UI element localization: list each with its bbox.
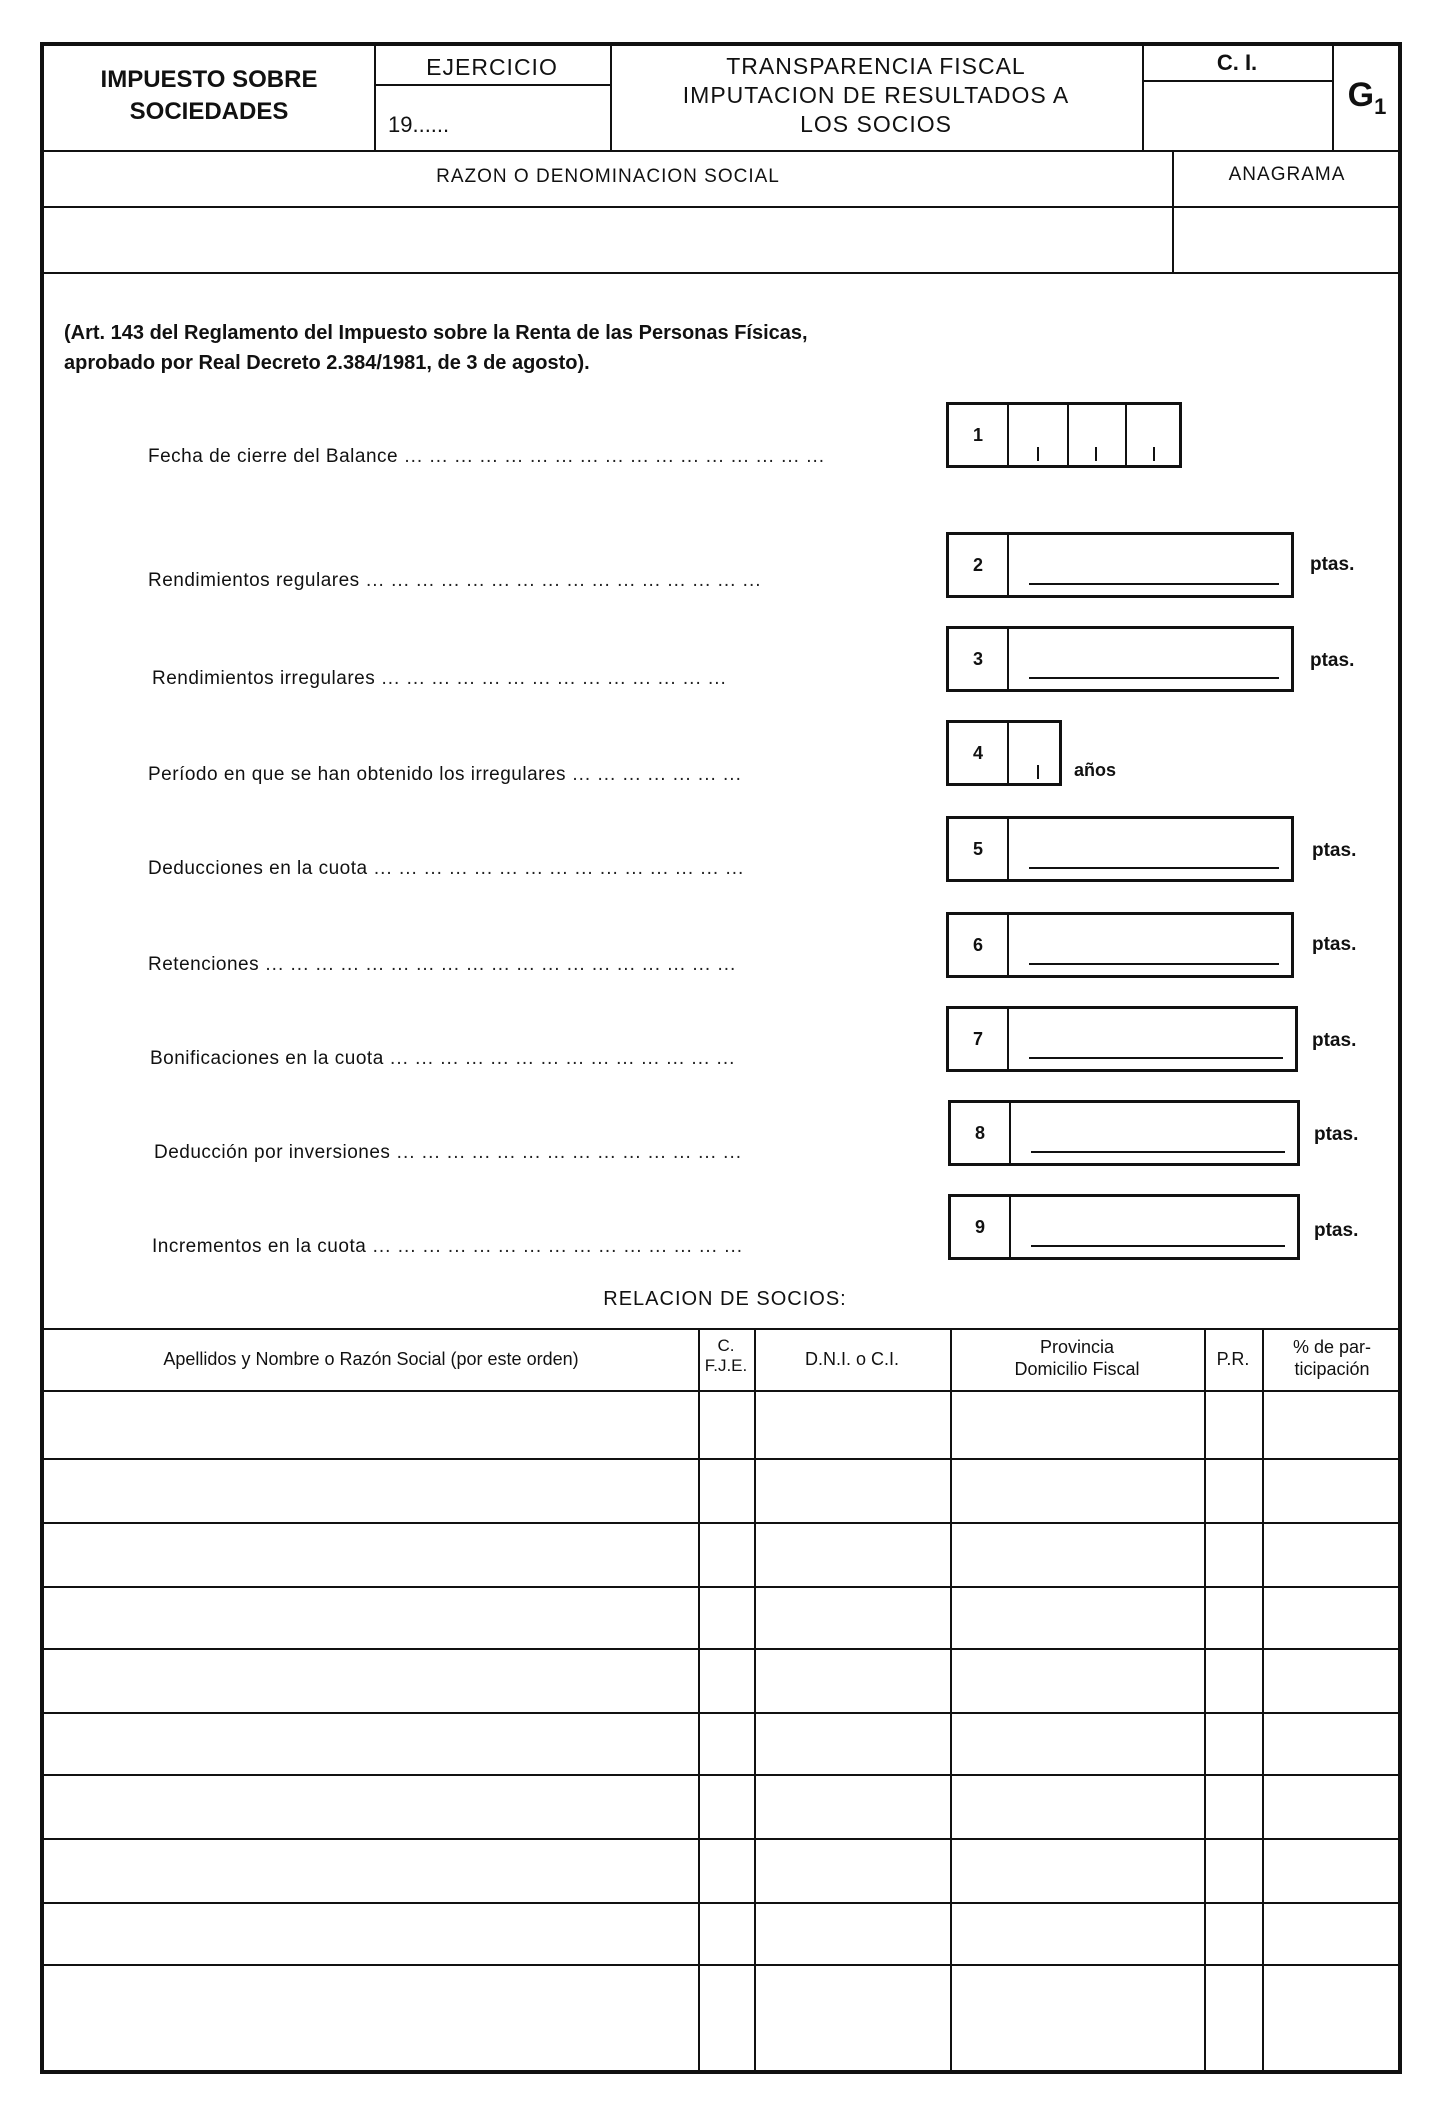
table-row[interactable] bbox=[44, 1776, 1398, 1838]
unit-ptas-7: ptas. bbox=[1312, 1030, 1357, 1051]
table-row[interactable] bbox=[44, 1460, 1398, 1522]
form-code-subscript: 1 bbox=[1374, 93, 1387, 119]
unit-years-4: años bbox=[1074, 760, 1117, 780]
partners-title: RELACION DE SOCIOS: bbox=[603, 1288, 847, 1310]
field-label-quota-increments: Incrementos en la cuota ... ... ... ... ... ... ... ... ... ... ... ... ... ... ... bbox=[152, 1236, 744, 1257]
table-row[interactable] bbox=[44, 1588, 1398, 1648]
col-header-name: Apellidos y Nombre o Razón Social (por este orden) bbox=[163, 1349, 579, 1369]
field-box-regular-income[interactable] bbox=[946, 532, 1294, 598]
col-header-province-line2: Domicilio Fiscal bbox=[1014, 1359, 1140, 1379]
tax-form bbox=[40, 42, 1402, 2074]
field-number-3: 3 bbox=[949, 629, 1009, 689]
field-box-investment-deduction[interactable] bbox=[948, 1100, 1300, 1166]
field-number-8: 8 bbox=[951, 1103, 1011, 1163]
anagram-field[interactable] bbox=[1176, 210, 1398, 270]
unit-ptas-2: ptas. bbox=[1310, 554, 1355, 575]
field-label-withholdings: Retenciones ... ... ... ... ... ... ... ... ... ... ... ... ... ... ... ... ... ... ... bbox=[148, 954, 737, 975]
anagram-label: ANAGRAMA bbox=[1228, 164, 1346, 185]
col-header-pr: P.R. bbox=[1216, 1349, 1250, 1369]
form-code-letter: G bbox=[1347, 76, 1375, 114]
field-label-regular-income: Rendimientos regulares ... ... ... ... ... ... ... ... ... ... ... ... ... ... ... ... bbox=[148, 570, 762, 591]
unit-ptas-9: ptas. bbox=[1314, 1220, 1359, 1241]
legal-note-line2: aprobado por Real Decreto 2.384/1981, de 3 de agosto). bbox=[64, 352, 590, 374]
unit-ptas-5: ptas. bbox=[1312, 840, 1357, 861]
col-header-province-line1: Provincia bbox=[1039, 1337, 1115, 1357]
field-number-9: 9 bbox=[951, 1197, 1011, 1257]
field-box-withholdings[interactable] bbox=[946, 912, 1294, 978]
table-row[interactable] bbox=[44, 1966, 1398, 2074]
ci-field[interactable] bbox=[1144, 82, 1330, 148]
unit-ptas-3: ptas. bbox=[1310, 650, 1355, 671]
form-code bbox=[1332, 76, 1402, 120]
col-header-cfje-line2: F.J.E. bbox=[704, 1356, 748, 1375]
legal-note-line1: (Art. 143 del Reglamento del Impuesto sobre la Renta de las Personas Físicas, bbox=[64, 322, 808, 344]
field-number-7: 7 bbox=[949, 1009, 1009, 1069]
table-row[interactable] bbox=[44, 1392, 1398, 1458]
company-name-label: RAZON O DENOMINACION SOCIAL bbox=[436, 166, 780, 187]
field-number-4: 4 bbox=[949, 723, 1009, 783]
table-row[interactable] bbox=[44, 1904, 1398, 1964]
col-header-province bbox=[950, 1336, 1204, 1380]
ejercicio-label: EJERCICIO bbox=[426, 54, 558, 80]
ci-label: C. I. bbox=[1216, 50, 1258, 75]
field-box-quota-increments[interactable] bbox=[948, 1194, 1300, 1260]
col-header-share-line1: % de par- bbox=[1292, 1337, 1372, 1357]
tax-title-line1: IMPUESTO SOBRE bbox=[100, 66, 318, 93]
field-box-irregular-income[interactable] bbox=[946, 626, 1294, 692]
section-title-line1: TRANSPARENCIA FISCAL bbox=[726, 53, 1026, 79]
table-row[interactable] bbox=[44, 1524, 1398, 1586]
company-name-field[interactable] bbox=[46, 210, 1170, 270]
table-row[interactable] bbox=[44, 1650, 1398, 1712]
field-number-5: 5 bbox=[949, 819, 1009, 879]
field-box-balance-date[interactable] bbox=[946, 402, 1182, 468]
col-header-dni: D.N.I. o C.I. bbox=[804, 1349, 900, 1369]
section-title-line2: IMPUTACION DE RESULTADOS A bbox=[682, 82, 1070, 108]
field-label-quota-bonuses: Bonificaciones en la cuota ... ... ... ... ... ... ... ... ... ... ... ... ... ... bbox=[150, 1048, 736, 1069]
col-header-cfje-line1: C. bbox=[717, 1336, 735, 1355]
field-label-quota-deductions: Deducciones en la cuota ... ... ... ... ... ... ... ... ... ... ... ... ... ... ... bbox=[148, 858, 745, 879]
col-header-cfje bbox=[698, 1336, 754, 1376]
field-box-quota-deductions[interactable] bbox=[946, 816, 1294, 882]
legal-note bbox=[64, 318, 808, 378]
table-row[interactable] bbox=[44, 1840, 1398, 1902]
field-number-1: 1 bbox=[949, 405, 1009, 465]
ejercicio-field[interactable]: 19...... bbox=[388, 112, 450, 137]
section-title bbox=[610, 52, 1142, 139]
table-row[interactable] bbox=[44, 1714, 1398, 1774]
tax-title-line2: SOCIEDADES bbox=[129, 98, 289, 125]
field-box-irregular-period[interactable] bbox=[946, 720, 1062, 786]
field-box-quota-bonuses[interactable] bbox=[946, 1006, 1298, 1072]
field-label-irregular-period: Período en que se han obtenido los irregulares ... ... ... ... ... ... ... bbox=[148, 764, 742, 785]
field-label-irregular-income: Rendimientos irregulares ... ... ... ... ... ... ... ... ... ... ... ... ... ... bbox=[152, 668, 727, 689]
field-label-balance-date: Fecha de cierre del Balance ... ... ... ... ... ... ... ... ... ... ... ... ... ... ... ... ... bbox=[148, 446, 826, 467]
col-header-share-line2: ticipación bbox=[1294, 1359, 1370, 1379]
col-header-share bbox=[1262, 1336, 1402, 1380]
tax-title bbox=[44, 64, 374, 128]
unit-ptas-6: ptas. bbox=[1312, 934, 1357, 955]
section-title-line3: LOS SOCIOS bbox=[800, 111, 952, 137]
field-number-2: 2 bbox=[949, 535, 1009, 595]
field-label-investment-deduction: Deducción por inversiones ... ... ... ... ... ... ... ... ... ... ... ... ... ... bbox=[154, 1142, 743, 1163]
unit-ptas-8: ptas. bbox=[1314, 1124, 1359, 1145]
field-number-6: 6 bbox=[949, 915, 1009, 975]
